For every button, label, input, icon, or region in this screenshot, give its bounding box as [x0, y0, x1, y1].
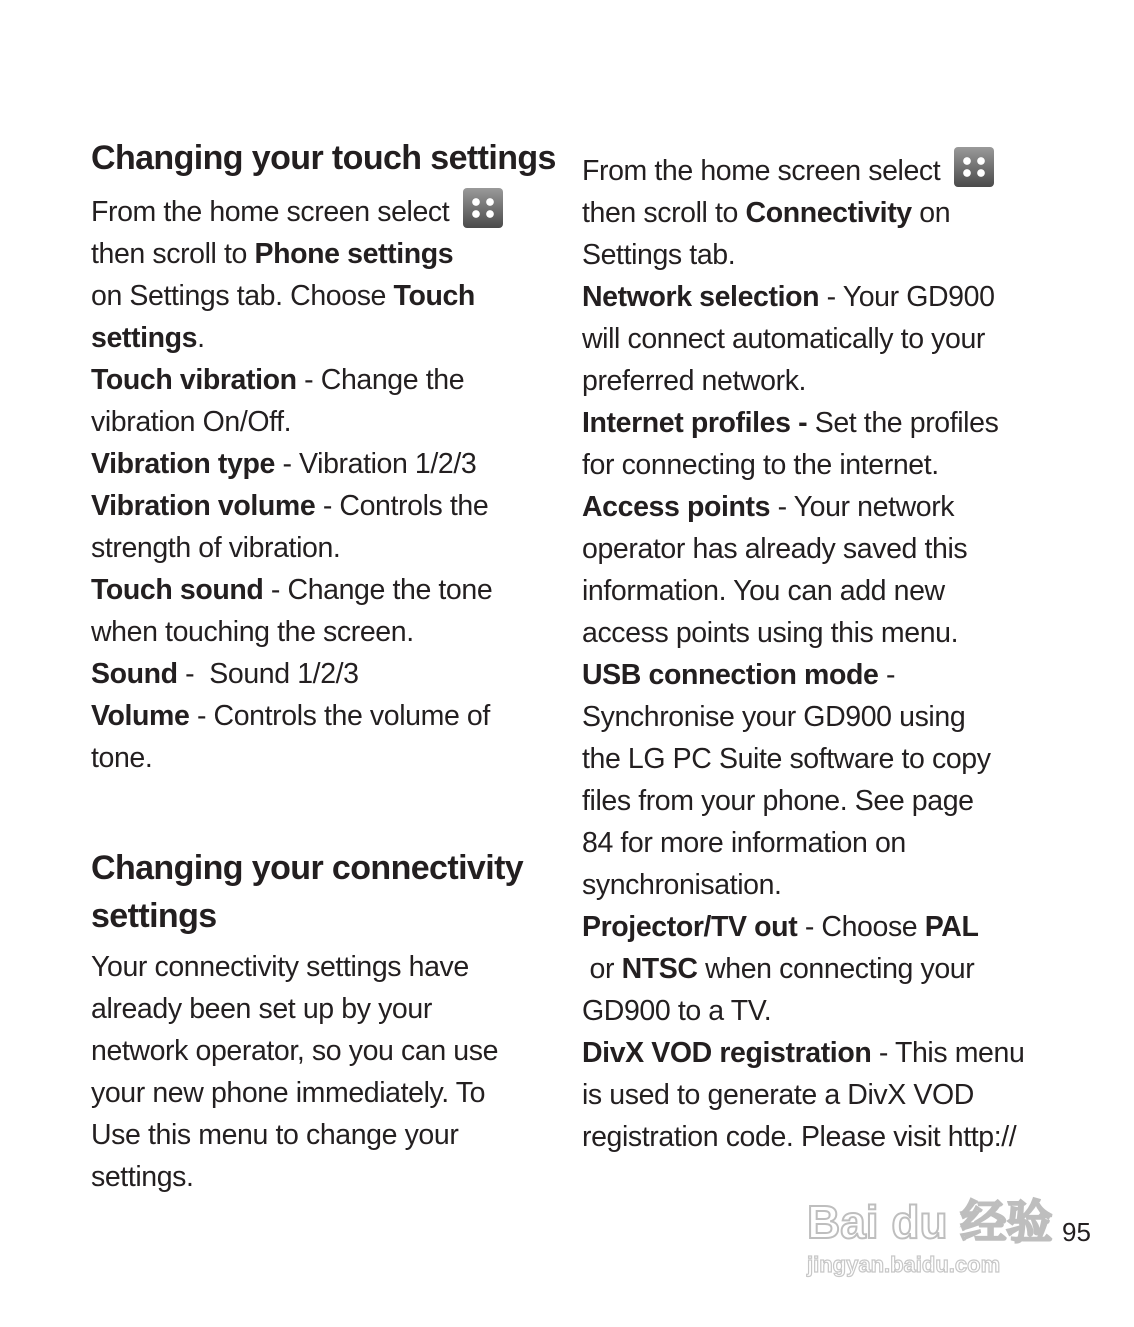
touch-intro [91, 188, 531, 359]
watermark-url: jingyan.baidu.com [807, 1252, 1001, 1277]
pal-label: PAL [924, 911, 979, 943]
item-term: Internet profiles - [582, 407, 808, 439]
item-desc: when connecting your GD900 to a TV. [582, 953, 975, 1027]
connectivity-label: Connectivity [745, 197, 912, 229]
item-term: DivX VOD registration [582, 1037, 872, 1069]
phone-settings-label: Phone settings [254, 238, 454, 270]
list-item [91, 569, 511, 653]
list-item [582, 906, 1042, 1032]
item-desc: - Sound 1/2/3 [177, 658, 359, 690]
item-desc: - This menu is used to generate a DivX VOD registration code. Please visit http:// [582, 1037, 1025, 1153]
touch-settings-section [91, 188, 531, 779]
page-number: 95 [1062, 1217, 1091, 1247]
item-desc: or [582, 953, 622, 985]
item-term: USB connection mode [582, 659, 879, 691]
list-item [91, 485, 531, 569]
touch-intro-text-1: From the home screen select [91, 196, 450, 228]
intro-text-1: From the home screen select [582, 155, 941, 187]
connectivity-nav-intro [582, 147, 1042, 276]
connectivity-section [582, 147, 1042, 1158]
item-desc: - Change the vibration On/Off. [91, 364, 465, 438]
item-desc: - Controls the strength of vibration. [91, 490, 489, 564]
item-desc: - Your GD900 will connect automatically to your preferred network. [582, 281, 995, 397]
item-desc: - Synchronise your GD900 using the LG PC Suite software to copy files from your phone. See page 84 for more information on synchronisation. [582, 659, 991, 901]
intro-text-2: then scroll to [582, 197, 738, 229]
item-desc: Set the profiles for connecting to the internet. [582, 407, 999, 481]
baidu-logo-icon [805, 1192, 1070, 1282]
list-item [582, 402, 1012, 486]
list-item [91, 359, 511, 443]
item-desc: - Choose [797, 911, 925, 943]
item-term: Projector/TV out [582, 911, 798, 943]
touch-intro-end: . [197, 322, 205, 354]
item-term: Touch vibration [91, 364, 297, 396]
list-item [582, 654, 997, 906]
touch-settings-label: Touch settings [91, 280, 475, 354]
list-item [582, 486, 982, 654]
list-item [582, 1032, 1037, 1158]
item-desc: - Controls the volume of tone. [91, 700, 490, 774]
item-term: Network selection [582, 281, 820, 313]
menu-grid-icon [954, 147, 994, 187]
item-desc: - Change the tone when touching the screen. [91, 574, 493, 648]
list-item [582, 276, 1012, 402]
item-term: Volume [91, 700, 190, 732]
item-term: Sound [91, 658, 178, 690]
item-term: Access points [582, 491, 771, 523]
touch-intro-text-3: on Settings tab. Choose [91, 280, 387, 312]
list-item [91, 653, 531, 695]
ntsc-label: NTSC [621, 953, 698, 985]
item-desc: - Vibration 1/2/3 [274, 448, 477, 480]
intro-text-3: on Settings tab. [582, 197, 951, 271]
baidu-watermark-logo [805, 1192, 1070, 1282]
menu-grid-icon [463, 188, 503, 228]
list-item [91, 443, 531, 485]
item-term: Vibration type [91, 448, 275, 480]
touch-intro-text-2: then scroll to [91, 238, 247, 270]
item-term: Vibration volume [91, 490, 316, 522]
item-term: Touch sound [91, 574, 264, 606]
list-item [91, 695, 521, 779]
connectivity-intro: Your connectivity settings have already been set up by your network operator, so you can use your new phone immediately. To Use this menu to change your settings. [91, 951, 499, 1193]
touch-settings-heading: Changing your touch settings [91, 139, 556, 177]
watermark-logo-text: Bai du 经验 [807, 1196, 1053, 1248]
item-desc: - Your network operator has already saved this information. You can add new access points using this menu. [582, 491, 968, 649]
connectivity-settings-heading: Changing your connectivity settings [91, 849, 524, 935]
